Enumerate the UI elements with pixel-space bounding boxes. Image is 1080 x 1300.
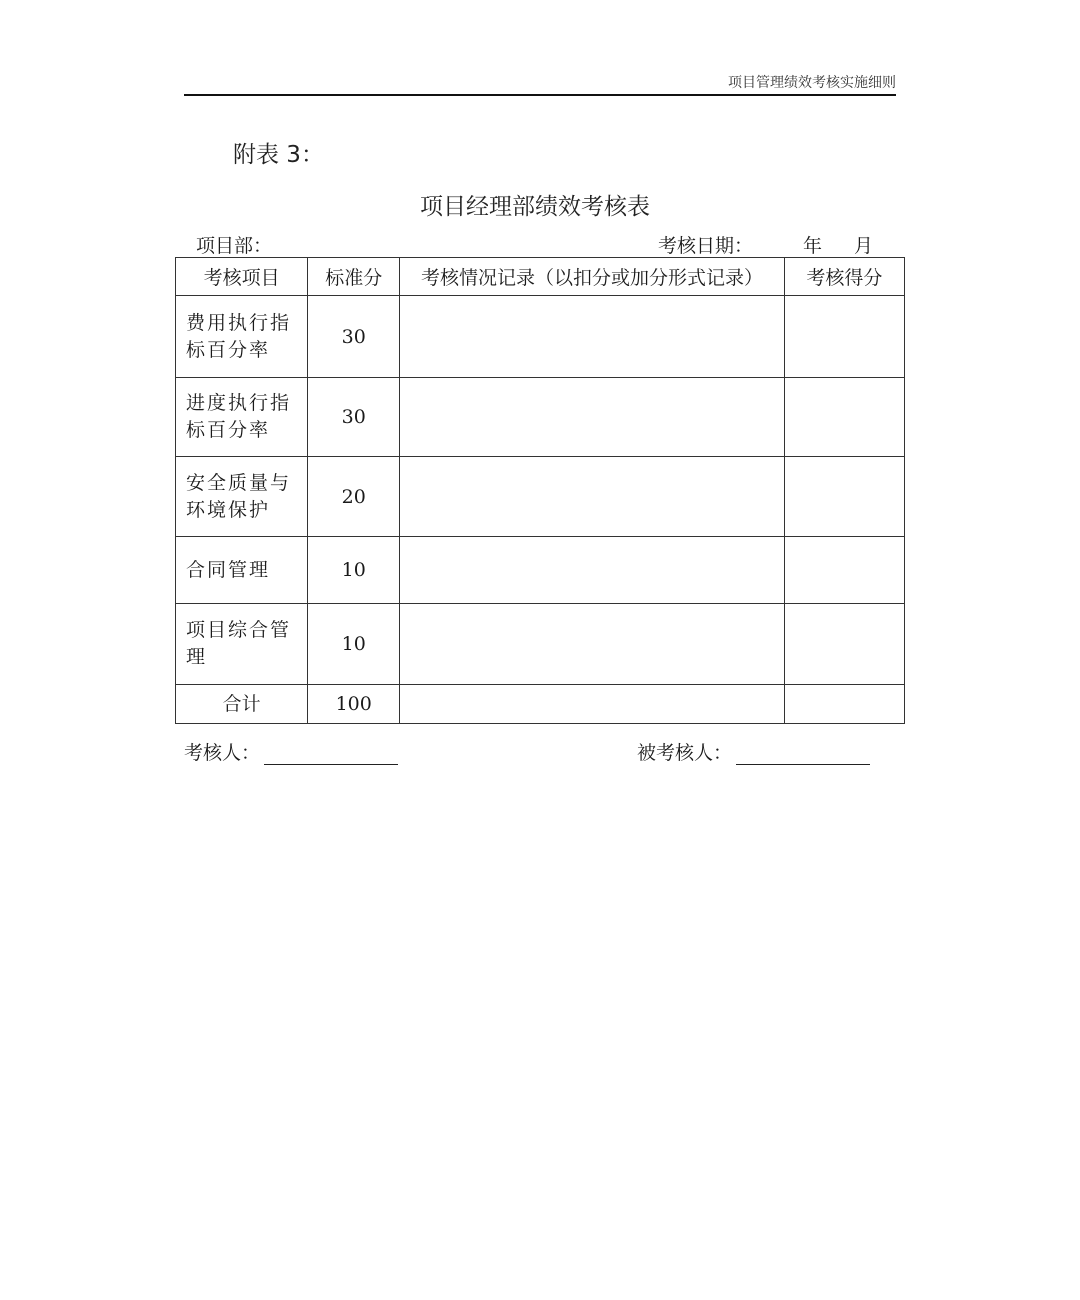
item-cell: 安全质量与环境保护 bbox=[176, 457, 308, 537]
assessee-signature bbox=[637, 738, 870, 765]
form-title: 项目经理部绩效考核表 bbox=[420, 194, 650, 220]
standard-cell: 10 bbox=[308, 604, 400, 685]
header-record: 考核情况记录（以扣分或加分形式记录） bbox=[400, 258, 785, 296]
project-dept-label: 项目部： bbox=[196, 235, 273, 257]
standard-cell: 10 bbox=[308, 537, 400, 604]
score-cell[interactable] bbox=[784, 604, 904, 685]
running-header: 项目管理绩效考核实施细则 bbox=[728, 75, 896, 91]
assessment-date bbox=[658, 231, 873, 258]
header-item: 考核项目 bbox=[176, 258, 308, 296]
record-cell[interactable] bbox=[400, 378, 785, 457]
assessee-signature-line[interactable] bbox=[736, 744, 870, 765]
item-cell: 进度执行指标百分率 bbox=[176, 378, 308, 457]
table-header-row bbox=[176, 258, 905, 296]
total-label: 合计 bbox=[176, 685, 308, 724]
month-label: 月 bbox=[854, 235, 874, 257]
standard-cell: 30 bbox=[308, 296, 400, 378]
item-cell: 项目综合管理 bbox=[176, 604, 308, 685]
record-cell[interactable] bbox=[400, 604, 785, 685]
header-standard: 标准分 bbox=[308, 258, 400, 296]
assessment-date-label: 考核日期： bbox=[658, 235, 754, 257]
assessment-table bbox=[175, 257, 905, 724]
header-score: 考核得分 bbox=[784, 258, 904, 296]
total-standard: 100 bbox=[308, 685, 400, 724]
item-cell: 费用执行指标百分率 bbox=[176, 296, 308, 378]
total-score-cell[interactable] bbox=[784, 685, 904, 724]
table-row bbox=[176, 537, 905, 604]
record-cell[interactable] bbox=[400, 457, 785, 537]
table-row bbox=[176, 378, 905, 457]
appendix-label: 附表 3： bbox=[233, 142, 324, 168]
header-rule bbox=[184, 94, 896, 96]
table-row bbox=[176, 604, 905, 685]
assessor-signature-line[interactable] bbox=[264, 744, 398, 765]
score-cell[interactable] bbox=[784, 296, 904, 378]
assessor-label: 考核人： bbox=[184, 742, 261, 764]
standard-cell: 30 bbox=[308, 378, 400, 457]
score-cell[interactable] bbox=[784, 378, 904, 457]
table-row bbox=[176, 457, 905, 537]
assessor-signature bbox=[184, 738, 398, 765]
total-record-cell[interactable] bbox=[400, 685, 785, 724]
record-cell[interactable] bbox=[400, 537, 785, 604]
assessee-label: 被考核人： bbox=[637, 742, 733, 764]
table-row bbox=[176, 296, 905, 378]
record-cell[interactable] bbox=[400, 296, 785, 378]
standard-cell: 20 bbox=[308, 457, 400, 537]
score-cell[interactable] bbox=[784, 537, 904, 604]
item-cell: 合同管理 bbox=[176, 537, 308, 604]
year-label: 年 bbox=[803, 235, 823, 257]
score-cell[interactable] bbox=[784, 457, 904, 537]
total-row bbox=[176, 685, 905, 724]
